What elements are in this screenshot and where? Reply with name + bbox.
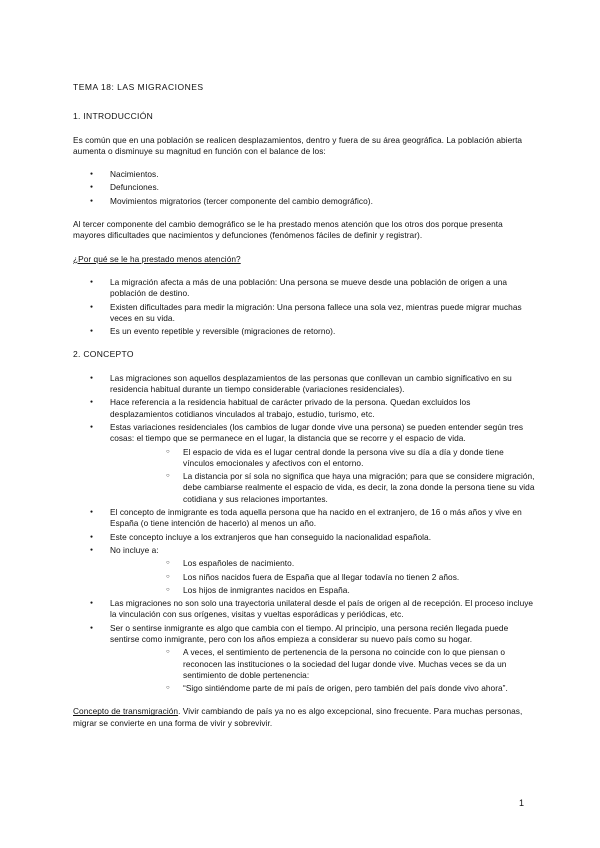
sub-list-item: ○ Los españoles de nacimiento. — [110, 558, 535, 569]
list-item: ● Las migraciones no son solo una trayectoria unilateral desde el país de origen al de recepción. El proceso incluye la vinculación con sus orígenes, visitas y vueltas esporádicas y periódicas, etc. — [73, 598, 535, 621]
list-item: ● Existen dificultades para medir la migración: Una persona fallece una sola vez, mientras puede migrar muchas veces en su vida. — [73, 302, 535, 325]
sub-list-item: ○ Los niños nacidos fuera de España que al llegar todavía no tienen 2 años. — [110, 572, 535, 583]
list-item: ● Las migraciones son aquellos desplazamientos de las personas que conllevan un cambio significativo en su residencia habitual durante un tiempo considerable (variaciones residenciales). — [73, 373, 535, 396]
question-heading: ¿Por qué se le ha prestado menos atención? — [73, 253, 241, 264]
list-item — [73, 422, 535, 505]
sub-list — [110, 447, 535, 505]
intro-list — [73, 169, 535, 207]
intro-paragraph: Es común que en una población se realicen desplazamientos, dentro y fuera de su área geográfica. La población abierta aumenta o disminuye su magnitud en función con el balance de los: — [73, 134, 523, 156]
third-component-paragraph: Al tercer componente del cambio demográfico se le ha prestado menos atención que los otros dos porque presenta mayores dificultades que nacimientos y defunciones (fenómenos fáciles de definir y registrar). — [73, 219, 503, 241]
document-title: TEMA 18: LAS MIGRACIONES — [73, 82, 204, 92]
list-item: ● Este concepto incluye a los extranjeros que han conseguido la nacionalidad española. — [73, 532, 535, 543]
transmigration-text: . Vivir cambiando de país ya no es algo excepcional, sino frecuente. Para muchas personas, migrar se convierte en una forma de vivir y sobrevivir. — [73, 706, 523, 728]
document-page — [73, 82, 535, 741]
list-item-text: Ser o sentirse inmigrante es algo que cambia con el tiempo. Al principio, una persona recién llegada puede sentirse como inmigrante, pero con los años empieza a considerar su nuevo país como su hogar. — [110, 622, 509, 644]
section-heading-introduccion: 1. INTRODUCCIÓN — [73, 111, 154, 122]
sub-list-item: ○ La distancia por sí sola no significa que haya una migración; para que se considere migración, debe cambiarse realmente el espacio de vida, es decir, la zona donde la persona tiene su vida cotidiana y sus relaciones importantes. — [110, 471, 535, 505]
sub-list — [110, 558, 535, 596]
section-heading-concepto: 2. CONCEPTO — [73, 349, 134, 360]
sub-list-item: ○ Los hijos de inmigrantes nacidos en España. — [110, 585, 535, 596]
page-number: 1 — [519, 798, 525, 808]
sub-list-item: ○ El espacio de vida es el lugar central donde la persona vive su día a día y donde tiene vínculos emocionales y afectivos con el entorno. — [110, 447, 535, 470]
list-item — [73, 545, 535, 596]
list-item: ● Nacimientos. — [73, 169, 535, 180]
sub-list-item: ○ A veces, el sentimiento de pertenencia de la persona no coincide con lo que piensan o reconocen las instituciones o la sociedad del lugar donde vive. Muchas veces se da un sentimiento de doble pertenencia: — [110, 647, 535, 681]
sub-list-item: ○ “Sigo sintiéndome parte de mi país de origen, pero también del país donde vivo ahora”. — [110, 683, 535, 694]
list-item: ● Es un evento repetible y reversible (migraciones de retorno). — [73, 326, 535, 337]
list-item: ● La migración afecta a más de una población: Una persona se mueve desde una población de origen a una población de destino. — [73, 277, 535, 300]
list-item: ● Defunciones. — [73, 182, 535, 193]
transmigration-label: Concepto de transmigración — [73, 706, 179, 717]
transmigration-paragraph — [73, 706, 535, 729]
list-item: ● Movimientos migratorios (tercer componente del cambio demográfico). — [73, 196, 535, 207]
list-item: ● Hace referencia a la residencia habitual de carácter privado de la persona. Quedan excluidos los desplazamientos cotidianos vinculados al trabajo, estudio, turismo, etc. — [73, 397, 535, 420]
list-item — [73, 623, 535, 695]
list-item-text: Estas variaciones residenciales (los cambios de lugar donde vive una persona) se pueden entender según tres cosas: el tiempo que se permanece en el lugar, la distancia que se recorre y el espacio de vida. — [110, 421, 524, 444]
concept-list — [73, 373, 535, 695]
list-item: ● El concepto de inmigrante es toda aquella persona que ha nacido en el extranjero, de 16 o más años y vive en España (o tiene intención de hacerlo) al menos un año. — [73, 507, 535, 530]
why-list — [73, 277, 535, 337]
sub-list — [110, 647, 535, 694]
list-item-text: No incluye a: — [110, 544, 159, 555]
